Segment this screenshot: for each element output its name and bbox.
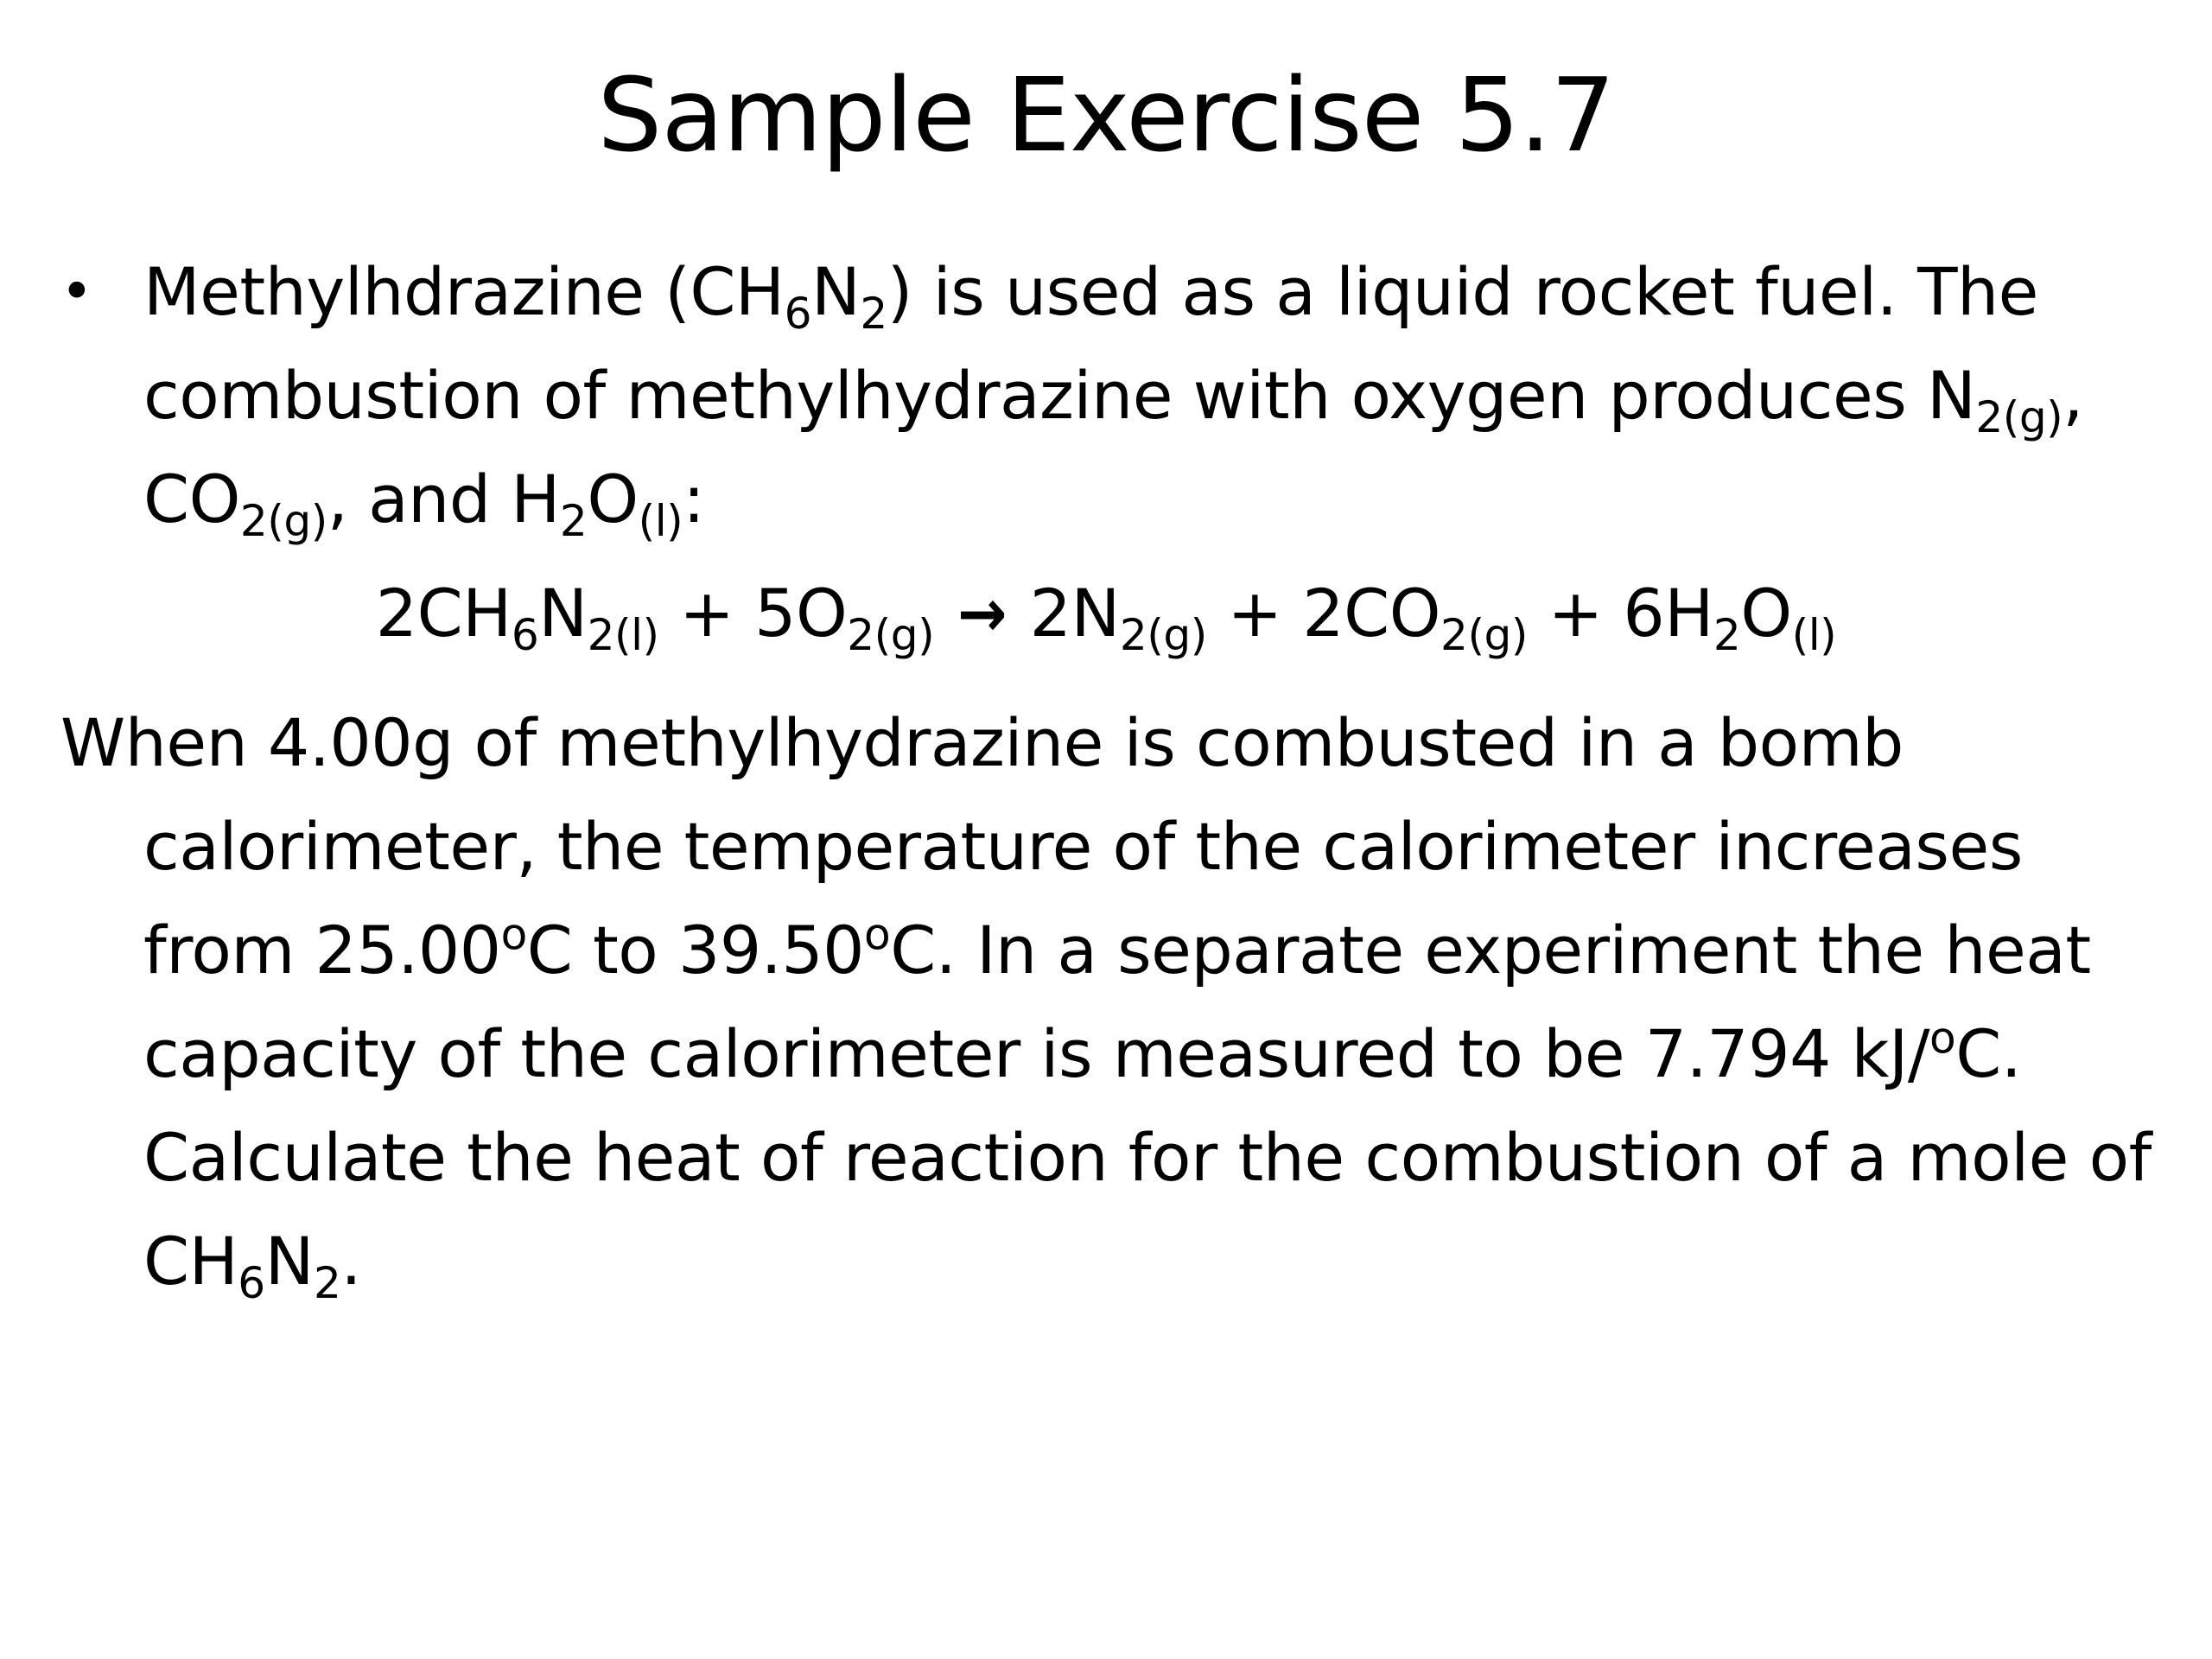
- subscript: 2: [314, 1257, 341, 1309]
- bullet-text-fragment: O: [587, 461, 639, 537]
- bullet-text-fragment: :: [683, 461, 705, 537]
- subscript: (l): [638, 495, 683, 547]
- subscript: 2: [860, 288, 887, 340]
- bullet-text-fragment: , and H: [327, 461, 560, 537]
- equation-term: + 5O: [658, 575, 848, 652]
- bullet-intro: Methylhdrazine (CH: [143, 253, 785, 330]
- chemical-equation: [0, 562, 2212, 665]
- subscript: 6: [511, 609, 539, 661]
- paragraph-text: When 4.00g of methylhydrazine is combusted in a bomb calorimeter, the temperature of the calorimeter increases from 25.00: [60, 704, 2023, 988]
- equation-term: + 2CO: [1206, 575, 1441, 652]
- equation-term: 2CH: [375, 575, 512, 652]
- subscript: 2(g): [1975, 391, 2063, 443]
- bullet-row: [60, 240, 2169, 551]
- equation-term: O: [1740, 575, 1792, 652]
- reaction-arrow-icon: →: [957, 575, 1007, 652]
- bullet-dot-icon: •: [60, 260, 93, 324]
- paragraph-text: C. Calculate the heat of reaction for the combustion of a mole of CH: [143, 1015, 2152, 1300]
- subscript: 2(g): [847, 609, 935, 661]
- paragraph-text: C. In a separate experiment the heat capacity of the calorimeter is measured to be 7.794 kJ/: [143, 912, 2091, 1092]
- subscript: 6: [238, 1257, 265, 1309]
- bullet-text-fragment: ) is used as a liquid rocket fuel. The combustion of methylhydrazine with oxygen produces N: [143, 253, 2038, 434]
- degree-superscript: o: [1929, 1012, 1956, 1064]
- equation-term: N: [538, 575, 588, 652]
- paragraph-text: .: [340, 1223, 362, 1300]
- slide-title: Sample Exercise 5.7: [597, 55, 1615, 175]
- subscript: 2: [1713, 609, 1741, 661]
- subscript: (l): [1791, 609, 1837, 661]
- degree-superscript: o: [500, 908, 527, 960]
- paragraph-text: C to 39.50: [526, 912, 865, 988]
- subscript: 2: [559, 495, 588, 547]
- subscript: 2(g): [1119, 609, 1207, 661]
- equation-term: + 6H: [1527, 575, 1713, 652]
- subscript: 2(l): [587, 609, 659, 661]
- problem-paragraph: [60, 691, 2169, 1313]
- subscript: 2(g): [1440, 609, 1528, 661]
- bullet-item: [60, 240, 2169, 551]
- bullet-text: [143, 240, 2169, 551]
- subscript: 6: [784, 288, 811, 340]
- degree-superscript: o: [864, 908, 891, 960]
- bullet-text-fragment: , CO: [143, 357, 2083, 537]
- equation-term: 2N: [1009, 575, 1120, 652]
- bullet-text-fragment: N: [811, 253, 861, 330]
- subscript: 2(g): [239, 495, 327, 547]
- paragraph-text: N: [264, 1223, 314, 1300]
